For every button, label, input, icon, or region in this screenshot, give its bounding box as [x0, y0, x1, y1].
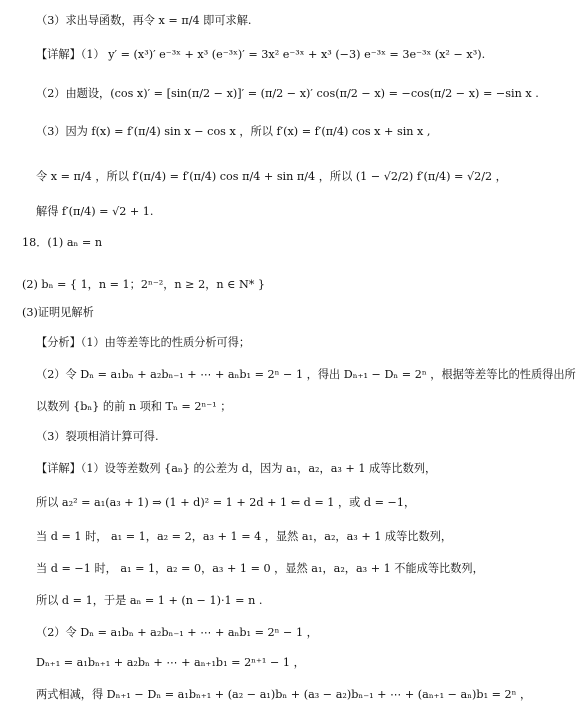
- detail-line: 当 d = −1 时， a₁ = 1，a₂ = 0，a₃ + 1 = 0 ，显然 a₁，a₂，a₃ + 1 不能成等比数列，: [36, 562, 484, 575]
- detail-line: 【详解】（1）设等差数列 {aₙ} 的公差为 d，因为 a₁，a₂，a₃ + 1 成等比数列，: [36, 462, 437, 475]
- analysis-line: （3）裂项相消计算可得.: [36, 430, 159, 443]
- text-line: 令 x = π/4 ，所以 f′(π/4) = f′(π/4) cos π/4 + sin π/4 ，所以 (1 − √2/2) f′(π/4) = √2/2 ，: [36, 170, 507, 183]
- detail-line: 所以 d = 1，于是 aₙ = 1 + (n − 1)·1 = n .: [36, 594, 263, 607]
- text-line: 解得 f′(π/4) = √2 + 1.: [36, 205, 154, 218]
- analysis-line: 【分析】（1）由等差等比的性质分析可得；: [36, 336, 251, 349]
- detail-line: （2）令 Dₙ = a₁bₙ + a₂bₙ₋₁ + ⋯ + aₙb₁ = 2ⁿ − 1 ，: [36, 626, 318, 639]
- text-line: 【详解】（1） y′ = (x³)′ e⁻³ˣ + x³ (e⁻³ˣ)′ = 3x² e⁻³ˣ + x³ (−3) e⁻³ˣ = 3e⁻³ˣ (x² − x³).: [36, 48, 486, 61]
- analysis-line: （2）令 Dₙ = a₁bₙ + a₂bₙ₋₁ + ⋯ + aₙb₁ = 2ⁿ − 1 ，得出 Dₙ₊₁ − Dₙ = 2ⁿ ，根据等差等比的性质得出所: [36, 368, 576, 381]
- answer-line: (2) bₙ = { 1，n = 1；2ⁿ⁻²，n ≥ 2，n ∈ N* }: [22, 278, 266, 291]
- answer-line: (3)证明见解析: [22, 306, 94, 319]
- detail-line: 两式相减，得 Dₙ₊₁ − Dₙ = a₁bₙ₊₁ + (a₂ − a₁)bₙ + (a₃ − a₂)bₙ₋₁ + ⋯ + (aₙ₊₁ − aₙ)b₁ = 2ⁿ ，: [36, 688, 532, 701]
- text-line: （3）因为 f(x) = f′(π/4) sin x − cos x ，所以 f′(x) = f′(π/4) cos x + sin x ,: [36, 125, 431, 138]
- detail-line: Dₙ₊₁ = a₁bₙ₊₁ + a₂bₙ + ⋯ + aₙ₊₁b₁ = 2ⁿ⁺¹ − 1 ，: [36, 656, 305, 669]
- analysis-line: 以数列 {bₙ} 的前 n 项和 Tₙ = 2ⁿ⁻¹ ；: [36, 400, 232, 413]
- answer-line: 18．(1) aₙ = n: [22, 236, 103, 249]
- detail-line: 所以 a₂² = a₁(a₃ + 1) ⇒ (1 + d)² = 1 + 2d + 1 ⇐ d = 1 ，或 d = −1，: [36, 496, 416, 509]
- text-line: （3）求出导函数，再令 x = π/4 即可求解.: [36, 14, 252, 27]
- detail-line: 当 d = 1 时， a₁ = 1，a₂ = 2，a₃ + 1 = 4 ，显然 a₁，a₂，a₃ + 1 成等比数列，: [36, 530, 453, 543]
- text-line: （2）由题设，(cos x)′ = [sin(π/2 − x)]′ = (π/2 − x)′ cos(π/2 − x) = −cos(π/2 − x) = −sin x .: [36, 87, 539, 100]
